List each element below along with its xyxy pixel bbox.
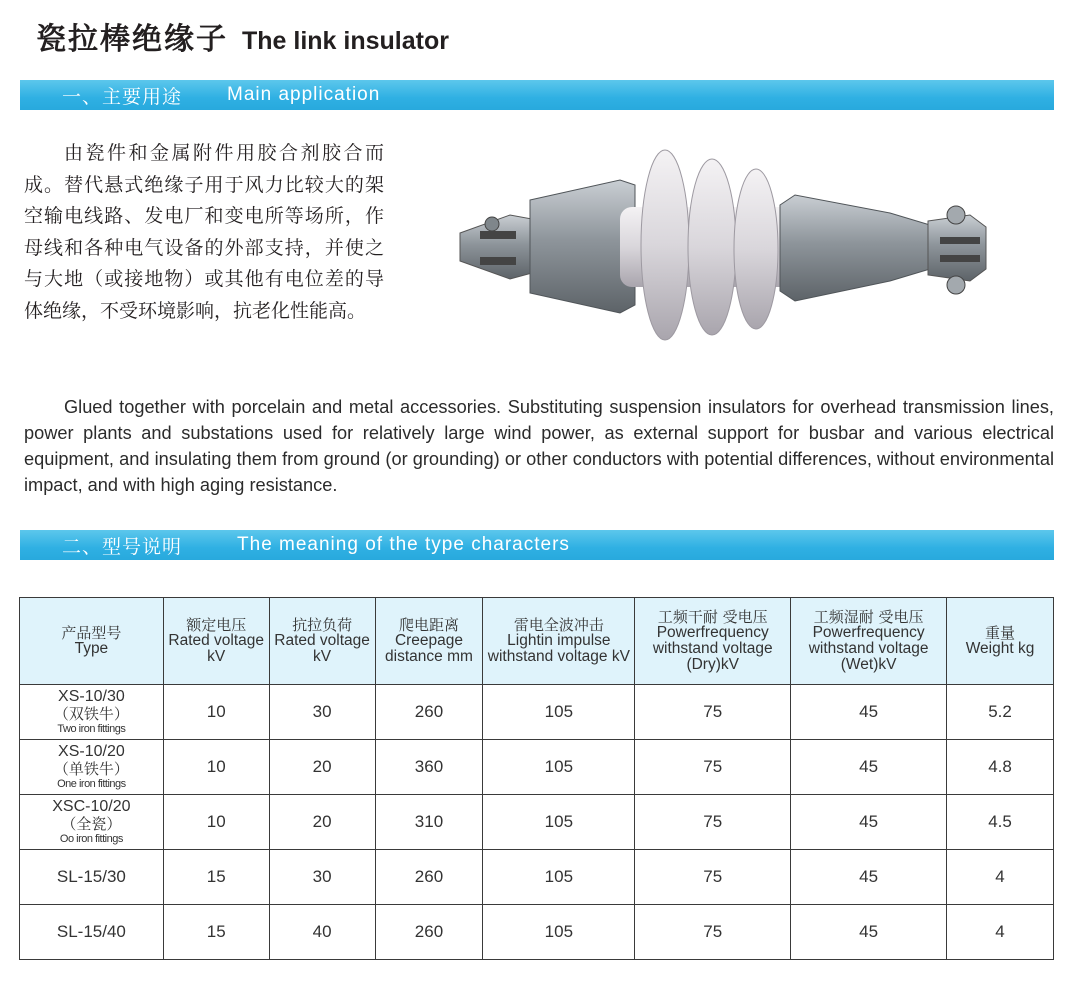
table-header-row bbox=[20, 598, 1054, 685]
table-row bbox=[20, 740, 1054, 795]
table-cell: 4 bbox=[947, 905, 1054, 960]
table-cell: 4.8 bbox=[947, 740, 1054, 795]
section-title-en: Main application bbox=[227, 84, 381, 105]
table-cell: 105 bbox=[483, 905, 635, 960]
table-row bbox=[20, 795, 1054, 850]
table-cell: 40 bbox=[269, 905, 375, 960]
col-header-creepage: 爬电距离 Creepage distance mm bbox=[375, 598, 483, 685]
table-row bbox=[20, 905, 1054, 960]
col-header-weight: 重量 Weight kg bbox=[947, 598, 1054, 685]
section-number-cn: 二、型号说明 bbox=[62, 535, 183, 558]
table-cell: 45 bbox=[791, 905, 947, 960]
page-title bbox=[36, 14, 449, 57]
table-cell: 360 bbox=[375, 740, 483, 795]
table-cell: 75 bbox=[635, 795, 791, 850]
type-cell: SL-15/30 bbox=[20, 850, 164, 905]
table-cell: 260 bbox=[375, 850, 483, 905]
table-cell: 45 bbox=[791, 740, 947, 795]
col-header-rated-voltage: 额定电压 Rated voltage kV bbox=[163, 598, 269, 685]
table-row bbox=[20, 685, 1054, 740]
table-cell: 260 bbox=[375, 685, 483, 740]
type-cell: XSC-10/20 （全瓷） Oo iron fittings bbox=[20, 795, 164, 850]
table-cell: 10 bbox=[163, 685, 269, 740]
section-title-en: The meaning of the type characters bbox=[237, 534, 570, 555]
type-cell: SL-15/40 bbox=[20, 905, 164, 960]
col-header-tensile-load: 抗拉负荷 Rated voltage kV bbox=[269, 598, 375, 685]
table-cell: 4 bbox=[947, 850, 1054, 905]
table-cell: 30 bbox=[269, 850, 375, 905]
title-cn: 瓷拉棒绝缘子 bbox=[36, 22, 228, 57]
table-row bbox=[20, 850, 1054, 905]
table-cell: 10 bbox=[163, 795, 269, 850]
col-header-type: 产品型号 Type bbox=[20, 598, 164, 685]
table-cell: 75 bbox=[635, 905, 791, 960]
col-header-power-freq-dry: 工频干耐 受电压 Powerfrequency withstand voltage (Dry)kV bbox=[635, 598, 791, 685]
table-cell: 75 bbox=[635, 685, 791, 740]
table-cell: 15 bbox=[163, 905, 269, 960]
table-cell: 310 bbox=[375, 795, 483, 850]
table-cell: 20 bbox=[269, 795, 375, 850]
description-en: Glued together with porcelain and metal accessories. Substituting suspension insulators for overhead transmission lines, power plants and substations used for relatively large wind power, as external support for busbar and various electrical equipment, and insulating them from ground (or grounding) or other conductors with potential differences, without environmental impact, and with high aging resistance. bbox=[24, 397, 1054, 495]
table-cell: 15 bbox=[163, 850, 269, 905]
insulator-photo bbox=[450, 145, 990, 375]
table-cell: 10 bbox=[163, 740, 269, 795]
section-header-main-application bbox=[20, 80, 1054, 110]
section-number-cn: 一、主要用途 bbox=[62, 85, 183, 108]
col-header-power-freq-wet: 工频湿耐 受电压 Powerfrequency withstand voltage (Wet)kV bbox=[791, 598, 947, 685]
table-cell: 105 bbox=[483, 850, 635, 905]
table-cell: 5.2 bbox=[947, 685, 1054, 740]
type-cell: XS-10/20 （单铁牛） One iron fittings bbox=[20, 740, 164, 795]
description-cn: 由瓷件和金属附件用胶合剂胶合而成。替代悬式绝缘子用于风力比较大的架空输电线路、发电厂和变电所等场所，作母线和各种电气设备的外部支持，并使之与大地（或接地物）或其他有电位差的导体绝缘，不受环境影响，抗老化性能高。 bbox=[24, 142, 384, 322]
section-header-type-characters bbox=[20, 530, 1054, 560]
table-cell: 105 bbox=[483, 685, 635, 740]
table-cell: 105 bbox=[483, 740, 635, 795]
table-cell: 45 bbox=[791, 850, 947, 905]
table-cell: 4.5 bbox=[947, 795, 1054, 850]
col-header-lightning-impulse: 雷电全波冲击 Lightin impulse withstand voltage kV bbox=[483, 598, 635, 685]
table-cell: 30 bbox=[269, 685, 375, 740]
table-cell: 45 bbox=[791, 685, 947, 740]
table-cell: 75 bbox=[635, 850, 791, 905]
table-cell: 75 bbox=[635, 740, 791, 795]
table-cell: 20 bbox=[269, 740, 375, 795]
type-cell: XS-10/30 （双铁牛） Two iron fittings bbox=[20, 685, 164, 740]
table-cell: 105 bbox=[483, 795, 635, 850]
title-en: The link insulator bbox=[242, 27, 449, 55]
table-cell: 260 bbox=[375, 905, 483, 960]
table-cell: 45 bbox=[791, 795, 947, 850]
spec-table bbox=[19, 597, 1054, 960]
